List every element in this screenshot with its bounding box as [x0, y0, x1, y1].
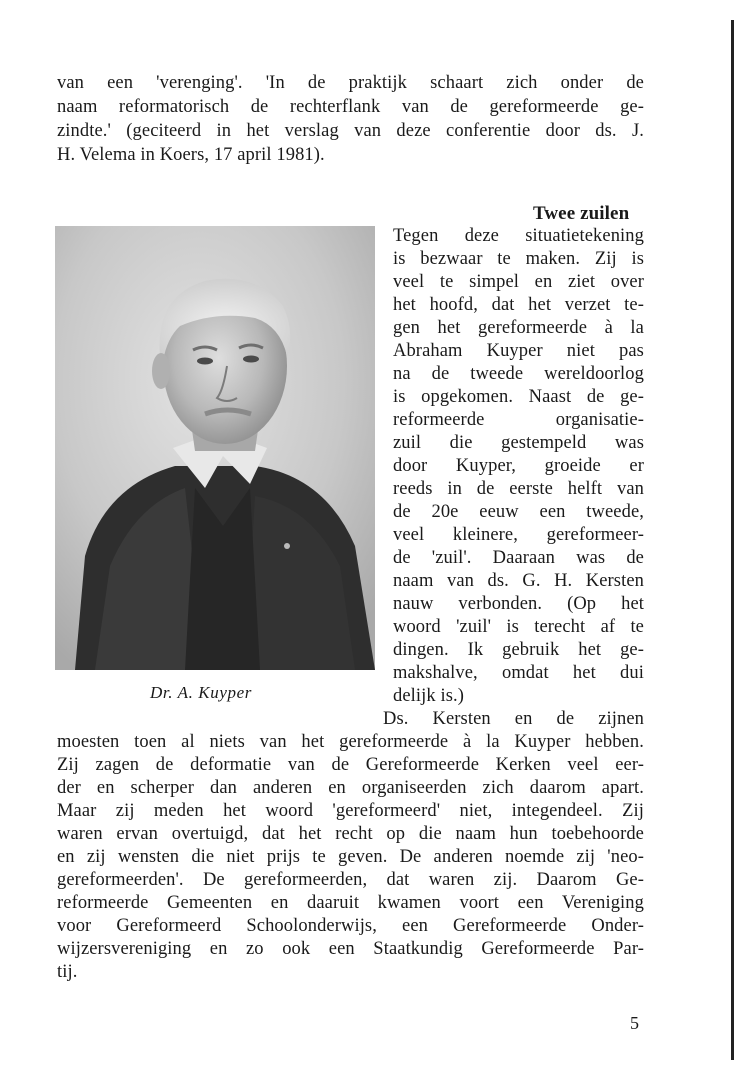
body-line: en zij wensten die niet prijs te geven. De anderen noemde zij 'neo- [57, 847, 644, 867]
body-line: Maar zij meden het woord 'gereformeerd' niet, integendeel. Zij [57, 801, 644, 821]
column-line: is bezwaar te maken. Zij is [393, 249, 644, 269]
body-line: tij. [57, 962, 78, 982]
intro-line: zindte.' (geciteerd in het verslag van deze conferentie door ds. J. [57, 121, 644, 141]
column-line: gen het gereformeerde à la [393, 318, 644, 338]
body-line: der en scherper dan anderen en organiseerden zich daarom apart. [57, 778, 644, 798]
body-line: gereformeerden'. De gereformeerden, dat waren zij. Daarom Ge- [57, 870, 644, 890]
column-line: veel te simpel en ziet over [393, 272, 644, 292]
column-line: naam van ds. G. H. Kersten [393, 571, 644, 591]
body-line: waren ervan overtuigd, dat het recht op die naam hun toebehoorde [57, 824, 644, 844]
column-line: Ds. Kersten en de zijnen [383, 709, 644, 729]
body-line: wijzersvereniging en zo ook een Staatkundig Gereformeerde Par- [57, 939, 644, 959]
intro-line: H. Velema in Koers, 17 april 1981). [57, 145, 325, 165]
column-line: reformeerde organisatie- [393, 410, 644, 430]
column-line: is opgekomen. Naast de ge- [393, 387, 644, 407]
column-line: het hoofd, dat het verzet te- [393, 295, 644, 315]
column-line: na de tweede wereldoorlog [393, 364, 644, 384]
column-line: de 20e eeuw een tweede, [393, 502, 644, 522]
page-edge [731, 20, 734, 1060]
page-number: 5 [630, 1013, 639, 1033]
body-line: moesten toen al niets van het gereformeerde à la Kuyper hebben. [57, 732, 644, 752]
column-line: Tegen deze situatietekening [393, 226, 644, 246]
column-line: de 'zuil'. Daaraan was de [393, 548, 644, 568]
column-line: door Kuyper, groeide er [393, 456, 644, 476]
column-line: reeds in de eerste helft van [393, 479, 644, 499]
column-line: nauw verbonden. (Op het [393, 594, 644, 614]
body-line: reformeerde Gemeenten en daaruit kwamen voort een Vereniging [57, 893, 644, 913]
body-line: Zij zagen de deformatie van de Gereformeerde Kerken veel eer- [57, 755, 644, 775]
column-line: dingen. Ik gebruik het ge- [393, 640, 644, 660]
intro-line: van een 'verenging'. 'In de praktijk schaart zich onder de [57, 73, 644, 93]
intro-line: naam reformatorisch de rechterflank van de gereformeerde ge- [57, 97, 644, 117]
body-line: voor Gereformeerd Schoolonderwijs, een Gereformeerde Onder- [57, 916, 644, 936]
column-line: veel kleinere, gereformeer- [393, 525, 644, 545]
portrait-photo [55, 226, 375, 670]
column-line: delijk is.) [393, 686, 464, 706]
column-line: woord 'zuil' is terecht af te [393, 617, 644, 637]
section-title: Twee zuilen [533, 203, 630, 224]
column-line: makshalve, omdat het dui [393, 663, 644, 683]
photo-caption: Dr. A. Kuyper [150, 683, 252, 702]
column-line: Abraham Kuyper niet pas [393, 341, 644, 361]
column-line: zuil die gestempeld was [393, 433, 644, 453]
